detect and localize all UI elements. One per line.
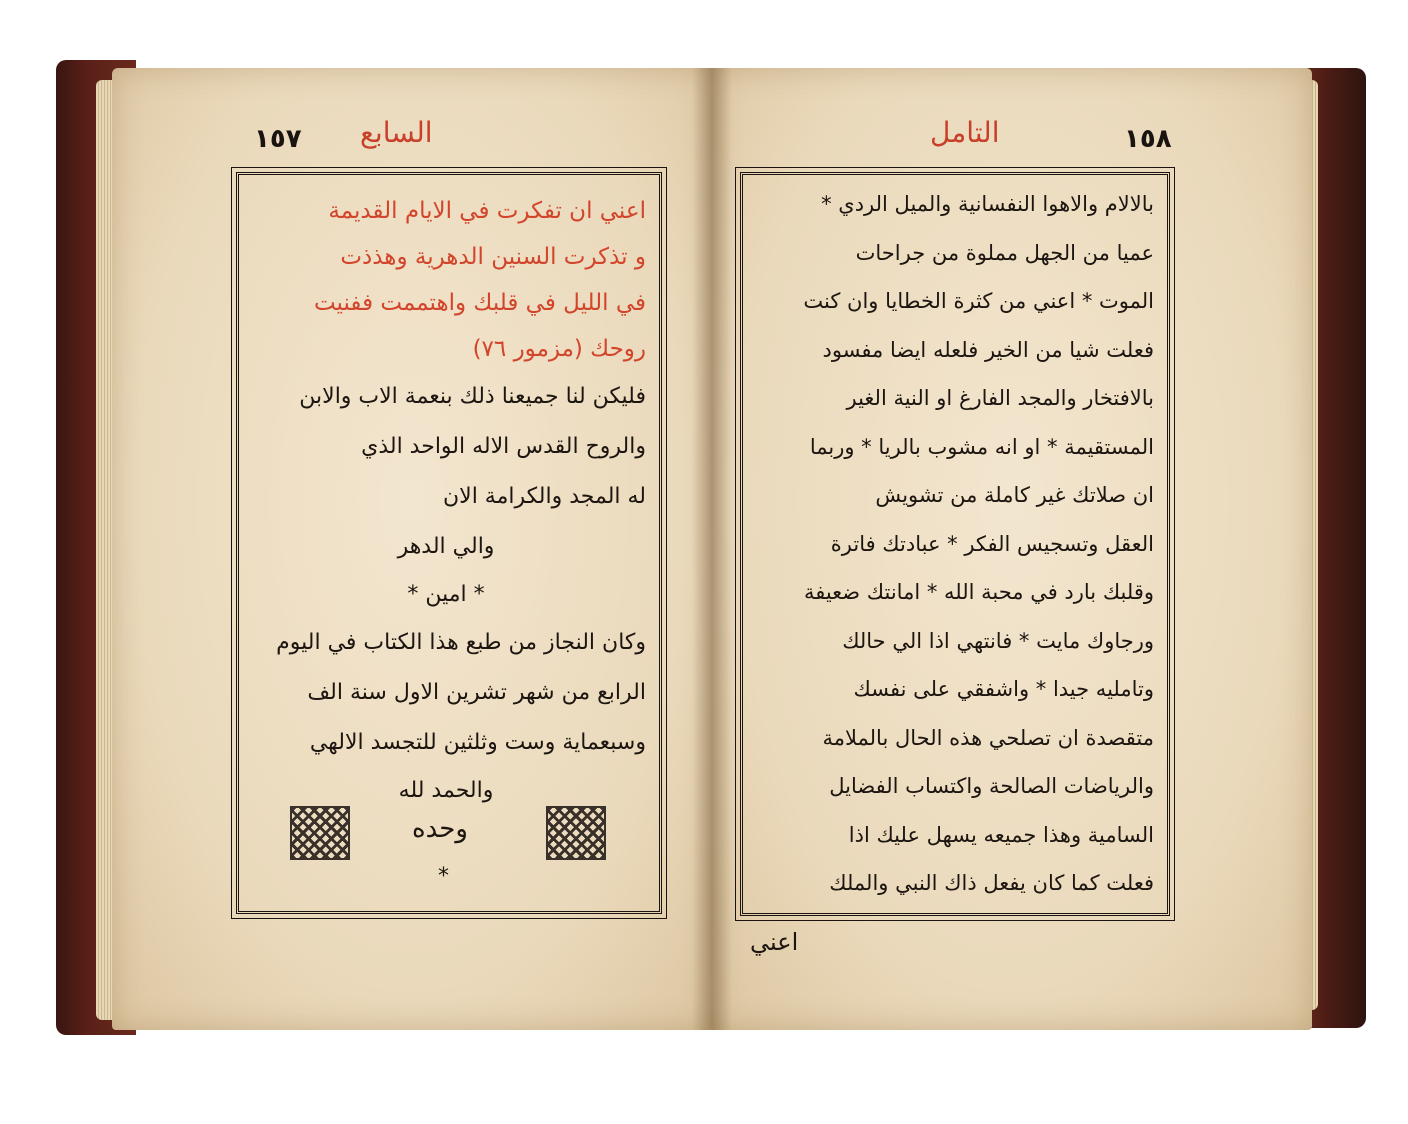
red-text-line: في الليل في قلبك واهتممت ففنيت: [313, 290, 646, 316]
text-line: فعلت شيا من الخير فلعله ايضا مفسود: [822, 337, 1154, 362]
catchword: اعني: [750, 928, 799, 956]
star-ornament: *: [438, 864, 449, 889]
right-page-number: ١٥٨: [1124, 124, 1172, 154]
right-page: [712, 68, 1312, 1030]
text-line: والروح القدس الاله الواحد الذي: [361, 434, 646, 459]
text-line: الموت * اعني من كثرة الخطايا وان كنت: [803, 289, 1154, 313]
text-line: متقصدة ان تصلحي هذه الحال بالملامة: [822, 725, 1154, 750]
colophon-line: وسبعماية وست وثلثين للتجسد الالهي: [309, 730, 646, 755]
text-line: بالافتخار والمجد الفارغ او النية الغير: [846, 386, 1154, 410]
open-book: [56, 60, 1366, 1045]
right-ornament-icon: [546, 806, 606, 860]
colophon-line: والحمد لله: [398, 778, 494, 803]
text-line: ان صلاتك غير كاملة من تشويش: [875, 483, 1154, 507]
red-text-line: اعني ان تفكرت في الايام القديمة: [328, 198, 646, 224]
left-page-number: ١٥٧: [254, 124, 302, 154]
red-text-line: و تذكرت السنين الدهرية وهذذت: [340, 244, 646, 270]
text-line: وتامليه جيدا * واشفقي على نفسك: [853, 677, 1154, 701]
book-gutter: [692, 68, 732, 1030]
right-page-header: التامل: [930, 116, 1000, 149]
text-line: عميا من الجهل مملوة من جراحات: [855, 240, 1154, 265]
text-line: فليكن لنا جميعنا ذلك بنعمة الاب والابن: [299, 384, 646, 409]
colophon-line: وكان النجاز من طبع هذا الكتاب في اليوم: [276, 630, 646, 655]
left-text-block: [246, 188, 646, 814]
text-line: العقل وتسجيس الفكر * عبادتك فاترة: [830, 531, 1154, 556]
colophon-line: الرابع من شهر تشرين الاول سنة الف: [307, 680, 646, 705]
text-line: وقلبك بارد في محبة الله * امانتك ضعيفة: [803, 580, 1154, 604]
left-ornament-icon: [290, 806, 350, 860]
amen-line: * امين *: [407, 582, 485, 607]
left-page-header: السابع: [360, 116, 433, 149]
text-line: بالالام والاهوا النفسانية والميل الردي *: [821, 192, 1154, 216]
text-line: السامية وهذا جميعه يسهل عليك اذا: [848, 822, 1154, 847]
left-page: [112, 68, 712, 1030]
text-line: فعلت كما كان يفعل ذاك النبي والملك: [829, 871, 1154, 895]
text-line: المستقيمة * او انه مشوب بالريا * وربما: [809, 434, 1154, 459]
text-line: والرياضات الصالحة واكتساب الفضايل: [829, 774, 1154, 798]
text-line: والي الدهر: [397, 534, 495, 559]
right-text-block: [750, 180, 1154, 908]
ornament-text: وحده: [412, 814, 468, 844]
red-text-line: روحك (مزمور ٧٦): [472, 336, 646, 362]
text-line: ورجاوك مايت * فانتهي اذا الي حالك: [842, 628, 1154, 653]
text-line: له المجد والكرامة الان: [443, 484, 646, 509]
